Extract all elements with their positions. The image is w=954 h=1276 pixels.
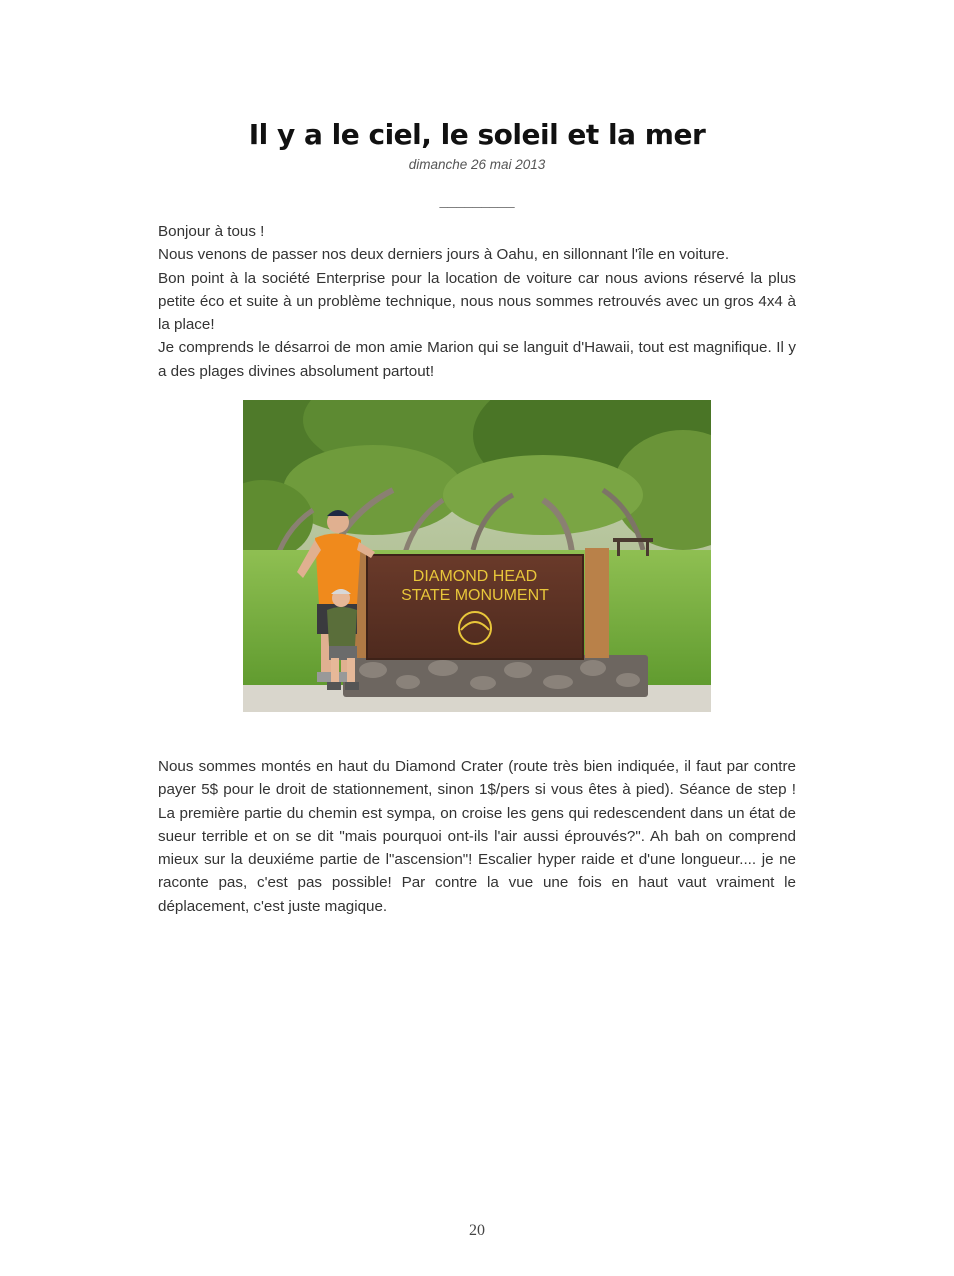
body-text xyxy=(158,755,796,918)
intro-paragraph: Bonjour à tous ! xyxy=(158,223,265,240)
diamond-head-photo xyxy=(243,400,711,712)
intro-paragraph: Bon point à la société Enterprise pour la location de voiture car nous avions réservé la plus petite éco et suite à un problème technique, nous nous sommes retrouvés avec un gros 4x4 à la place! xyxy=(158,269,796,334)
sign-text-line1: DIAMOND HEAD xyxy=(412,568,538,585)
title-separator: _________ xyxy=(439,193,515,210)
sign-text-line2: STATE MONUMENT xyxy=(401,587,549,604)
post-date: dimanche 26 mai 2013 xyxy=(408,157,546,172)
intro-text xyxy=(158,220,796,383)
intro-paragraph: Je comprends le désarroi de mon amie Marion qui se languit d'Hawaii, tout est magnifique. Il y a des plages divines absolument partout! xyxy=(158,339,796,380)
page-number: 20 xyxy=(469,1222,485,1239)
body-paragraph: Nous sommes montés en haut du Diamond Crater (route très bien indiquée, il faut par contre payer 5$ pour le droit de stationnement, sinon 1$/pers si vous êtes à pied). Séance de step ! La première partie du chemin est sympa, on croise les gens qui redescendent dans un état de sueur terrible et on se dit "mais pourquoi ont-ils l'air aussi éprouvés?". Ah bah on comprend mieux sur la deuxiéme partie de l"ascension"! Escalier hyper raide et d'une longueur.... je ne raconte pas, c'est pas possible! Par contre la vue une fois en haut vaut vraiment le déplacement, c'est juste magique. xyxy=(158,758,796,915)
intro-paragraph: Nous venons de passer nos deux derniers jours à Oahu, en sillonnant l'île en voiture. xyxy=(158,246,730,264)
post-title: Il y a le ciel, le soleil et la mer xyxy=(248,118,706,151)
